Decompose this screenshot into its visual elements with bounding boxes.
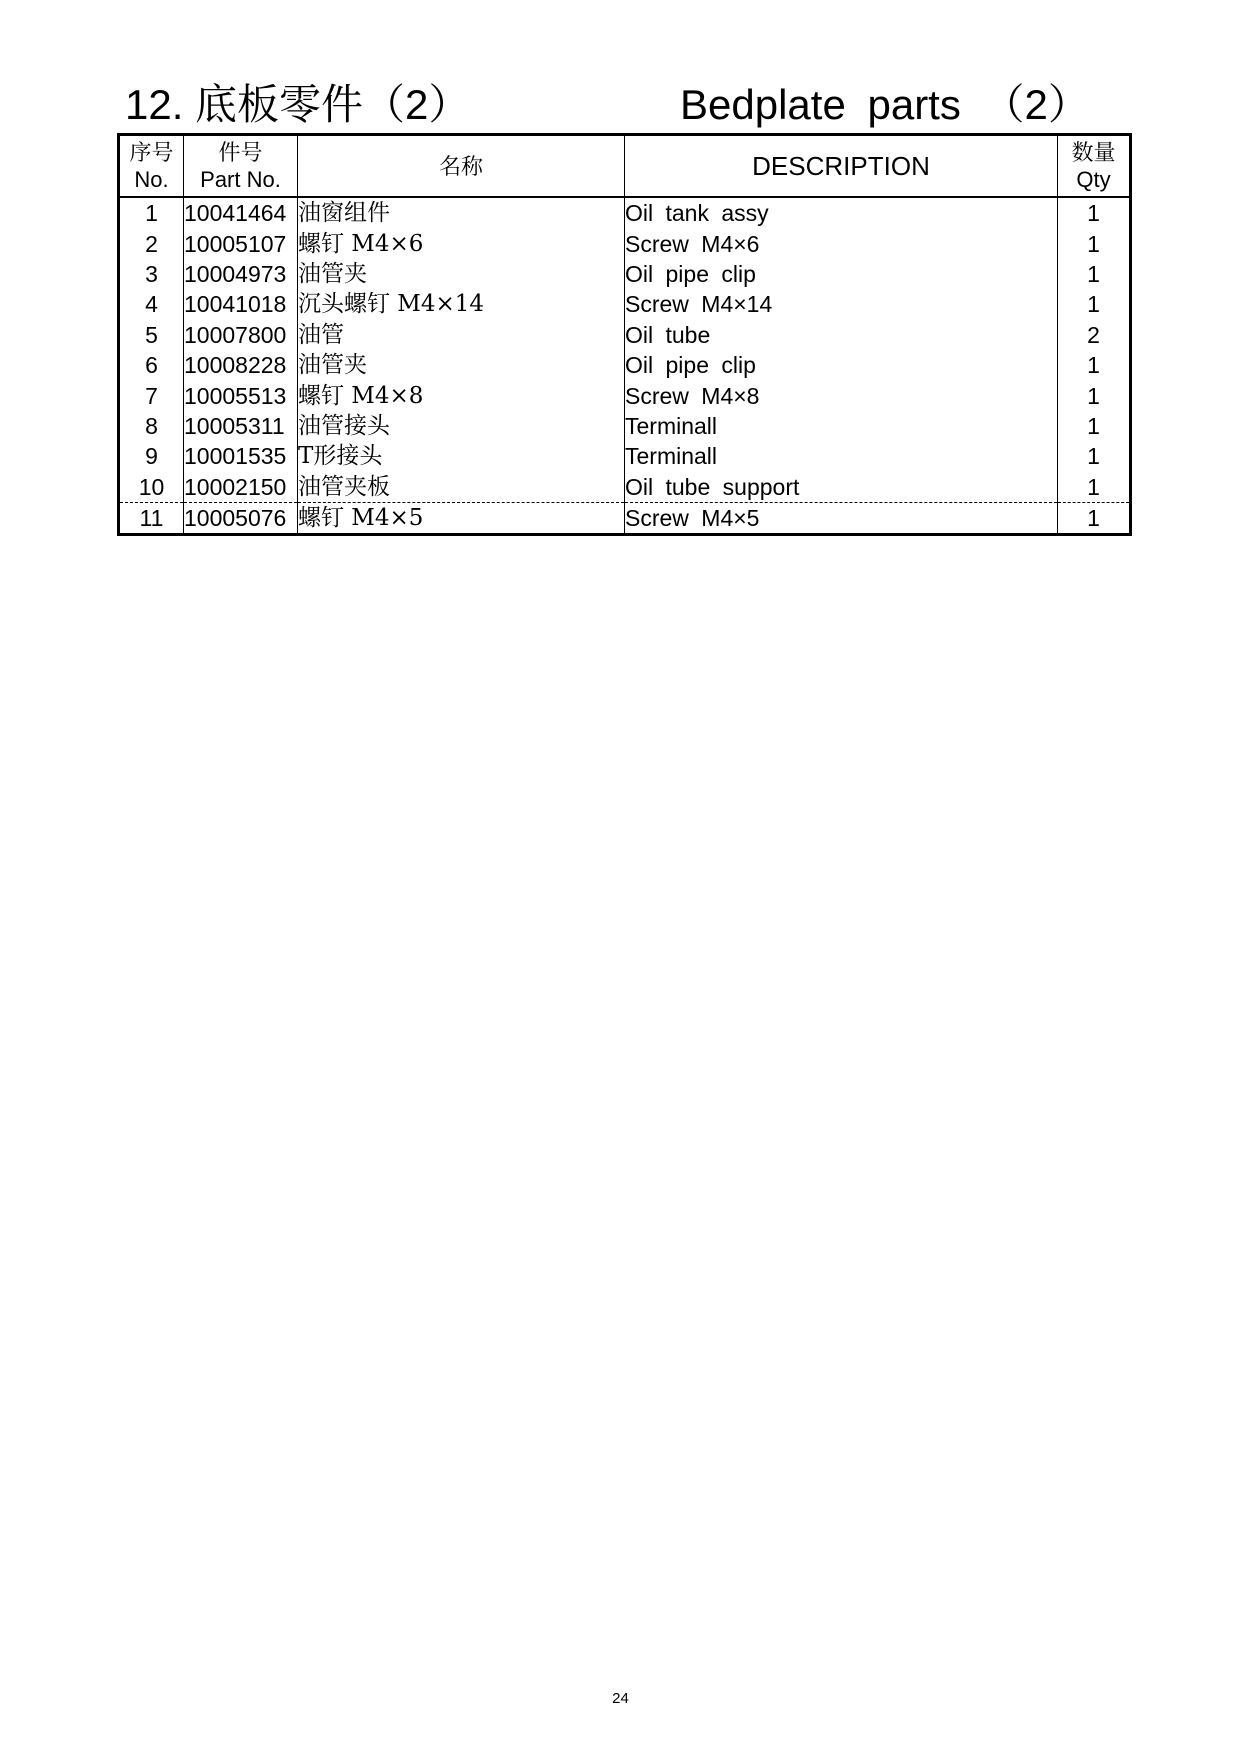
cell-no: 8 (119, 411, 184, 441)
table-row (119, 411, 1131, 441)
cell-part-no: 10005311 (184, 411, 298, 441)
cell-part-no: 10005513 (184, 380, 298, 410)
cell-name-cn: 螺钉 M4×5 (298, 502, 625, 534)
cell-name-cn: 油管夹 (298, 350, 625, 380)
cell-no: 1 (119, 197, 184, 228)
cell-part-no: 10005076 (184, 502, 298, 534)
cell-no: 6 (119, 350, 184, 380)
cell-qty: 1 (1058, 197, 1131, 228)
cell-no: 10 (119, 472, 184, 503)
table-header-row (119, 135, 1131, 198)
cell-description: Oil tube (625, 320, 1058, 350)
cell-part-no: 10002150 (184, 472, 298, 503)
cell-no: 3 (119, 259, 184, 289)
cell-description: Oil pipe clip (625, 350, 1058, 380)
cell-name-cn: 油管 (298, 320, 625, 350)
header-qty-en: Qty (1076, 167, 1111, 192)
cell-no: 4 (119, 289, 184, 319)
cell-part-no: 10041464 (184, 197, 298, 228)
table-row (119, 197, 1131, 228)
cell-name-cn: 油管夹板 (298, 472, 625, 503)
header-no-en: No. (134, 167, 169, 192)
title-english: Bedplate parts （2） (680, 81, 1090, 128)
cell-part-no: 10005107 (184, 228, 298, 258)
cell-name-cn: 油窗组件 (298, 197, 625, 228)
title-row (125, 78, 1125, 132)
title-chinese: 12. 底板零件（2） (125, 81, 471, 128)
cell-description: Screw M4×8 (625, 380, 1058, 410)
cell-name-cn: 油管夹 (298, 259, 625, 289)
cell-qty: 1 (1058, 502, 1131, 534)
cell-qty: 1 (1058, 380, 1131, 410)
cell-description: Screw M4×14 (625, 289, 1058, 319)
cell-description: Terminall (625, 411, 1058, 441)
table-row (119, 472, 1131, 503)
cell-qty: 1 (1058, 228, 1131, 258)
cell-part-no: 10008228 (184, 350, 298, 380)
cell-name-cn: 沉头螺钉 M4×14 (298, 289, 625, 319)
parts-table (117, 133, 1132, 536)
cell-no: 9 (119, 441, 184, 471)
cell-qty: 1 (1058, 259, 1131, 289)
cell-qty: 1 (1058, 472, 1131, 503)
table-row (119, 289, 1131, 319)
header-part-cn: 件号 (218, 140, 263, 165)
header-no-cn: 序号 (129, 140, 174, 165)
cell-name-cn: 螺钉 M4×6 (298, 228, 625, 258)
cell-description: Screw M4×6 (625, 228, 1058, 258)
cell-qty: 1 (1058, 411, 1131, 441)
cell-part-no: 10004973 (184, 259, 298, 289)
table-row (119, 441, 1131, 471)
cell-qty: 1 (1058, 350, 1131, 380)
cell-qty: 1 (1058, 441, 1131, 471)
header-qty-cn: 数量 (1071, 140, 1116, 165)
cell-description: Screw M4×5 (625, 502, 1058, 534)
header-qty (1058, 135, 1131, 198)
cell-part-no: 10041018 (184, 289, 298, 319)
table-row (119, 502, 1131, 534)
cell-no: 7 (119, 380, 184, 410)
cell-qty: 2 (1058, 320, 1131, 350)
page-number: 24 (612, 1690, 629, 1707)
header-no (119, 135, 184, 198)
cell-no: 2 (119, 228, 184, 258)
cell-description: Terminall (625, 441, 1058, 471)
cell-description: Oil tank assy (625, 197, 1058, 228)
cell-name-cn: 油管接头 (298, 411, 625, 441)
cell-name-cn: 螺钉 M4×8 (298, 380, 625, 410)
table-row (119, 228, 1131, 258)
table-row (119, 350, 1131, 380)
header-part-no (184, 135, 298, 198)
header-name-cn: 名称 (298, 135, 625, 198)
cell-no: 5 (119, 320, 184, 350)
header-description: DESCRIPTION (625, 135, 1058, 198)
table-row (119, 259, 1131, 289)
cell-description: Oil pipe clip (625, 259, 1058, 289)
cell-part-no: 10007800 (184, 320, 298, 350)
header-part-en: Part No. (200, 167, 281, 192)
table-row (119, 380, 1131, 410)
cell-description: Oil tube support (625, 472, 1058, 503)
table-row (119, 320, 1131, 350)
cell-no: 11 (119, 502, 184, 534)
cell-name-cn: T形接头 (298, 441, 625, 471)
cell-part-no: 10001535 (184, 441, 298, 471)
cell-qty: 1 (1058, 289, 1131, 319)
